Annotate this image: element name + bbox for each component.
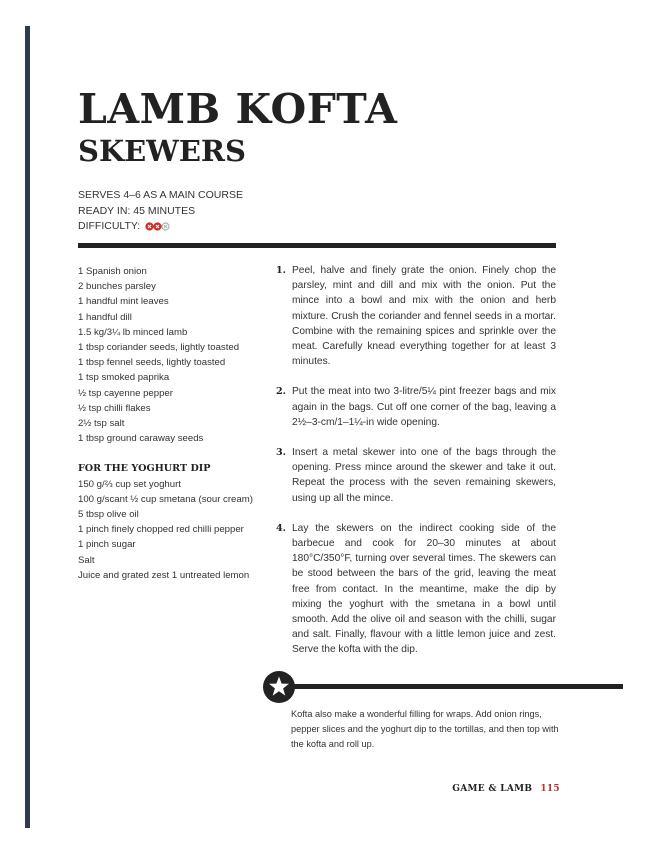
difficulty-rating [145,222,171,231]
dip-ingredient-item: 1 pinch sugar [78,539,136,551]
step-text: Insert a metal skewer into one of the bags through the opening. Press mince around the skewer and take it out. Repeat the process with the seven remaining skewers, using up all the mince. [292,447,556,504]
ingredient-item: ½ tsp cayenne pepper [78,387,173,399]
method-step [276,263,556,369]
ingredients-column [78,264,268,583]
dip-ingredient-item: Salt [78,554,95,566]
page-number: 115 [540,784,560,794]
step-text: Lay the skewers on the indirect cooking side of the barbecue and cook for 20–30 minutes at about 180°C/350°F, turning over several times. The skewers can be stood between the bars of the grid, leaving the meat free from contact. In the meantime, make the dip by mixing the yoghurt with the smetana in a bowl until smooth. Add the olive oil and season with the chilli, sugar and salt. Finally, flavour with a little lemon juice and zest. Serve the kofta with the dip. [292,522,556,656]
dip-ingredient-item: 5 tbsp olive oil [78,509,139,521]
method-step [276,384,556,430]
ready-time-text: READY IN: 45 MINUTES [78,204,196,217]
ingredient-list [78,264,268,446]
page-spine-bar [25,26,30,828]
page-footer [420,784,560,794]
ingredient-item: 1 handful mint leaves [78,296,169,308]
tip-text: Kofta also make a wonderful filling for wraps. Add onion rings, pepper slices and the yoghurt dip to the tortillas, and then top with the kofta and roll up. [291,709,559,749]
step-number: 1. [276,265,287,276]
ingredient-item: 2 bunches parsley [78,281,156,293]
ingredient-item: 1 tbsp coriander seeds, lightly toasted [78,342,240,354]
step-text: Peel, halve and finely grate the onion. Finely chop the parsley, mint and dill and mix with the onion. Put the mince into a bowl and mix with the onion and herb mixture. Crush the coriander and fennel seeds in a mortar. Combine with the remaining spices and sprinkle over the meat. Carefully knead everything together for at least 3 minutes. [292,265,556,368]
ingredient-item: 1 Spanish onion [78,266,147,277]
ingredient-item: 1.5 kg/3¼ lb minced lamb [78,326,188,338]
method-steps [276,263,556,673]
recipe-meta [78,188,558,235]
step-number: 2. [276,386,287,398]
dip-ingredient-item: Juice and grated zest 1 untreated lemon [78,569,250,581]
dip-ingredient-item: 100 g/scant ½ cup smetana (sour cream) [78,493,253,505]
dip-ingredient-item: 1 pinch finely chopped red chilli pepper [78,524,244,536]
ingredient-item: 2½ tsp salt [78,418,125,430]
dip-ingredient-item: 150 g/⅔ cup set yoghurt [78,478,181,490]
method-step [276,521,556,658]
step-number: 4. [276,522,287,534]
ingredient-item: 1 tbsp ground caraway seeds [78,433,204,445]
ingredient-item: 1 tsp smoked paprika [78,372,170,384]
serves-text: SERVES 4–6 AS A MAIN COURSE [78,189,243,201]
difficulty-label: DIFFICULTY: [78,220,141,232]
ingredient-item: ½ tsp chilli flakes [78,402,151,414]
ingredient-item: 1 tbsp fennel seeds, lightly toasted [78,357,226,369]
difficulty-row [78,219,558,235]
section-name: GAME & LAMB [452,784,533,794]
step-text: Put the meat into two 3-litre/5¼ pint freezer bags and mix again in the bags. Cut off one corner of the bag, leaving a 2½–3-cm/1–1¼-in wide opening. [292,386,556,428]
star-icon [262,670,296,704]
dip-ingredient-list [78,477,268,583]
step-number: 3. [276,447,287,459]
recipe-subtitle: SKEWERS [78,134,246,168]
tip-divider [288,684,623,689]
method-step [276,445,556,506]
header-divider [78,243,556,248]
ingredient-item: 1 handful dill [78,311,132,323]
recipe-title: LAMB KOFTA [78,85,398,133]
dip-heading: FOR THE YOGHURT DIP [78,463,211,475]
